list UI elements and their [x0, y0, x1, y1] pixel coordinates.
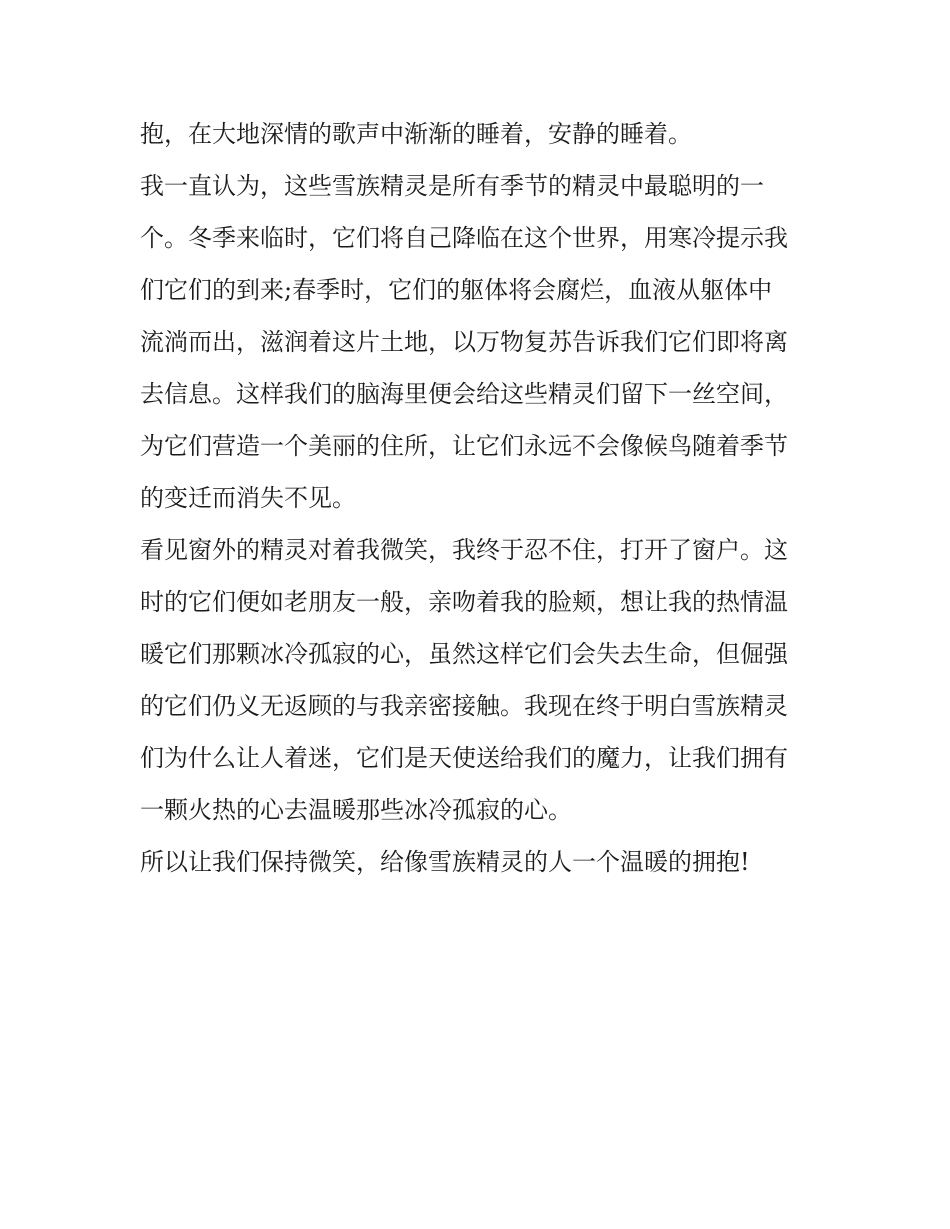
text-line: 去信息。这样我们的脑海里便会给这些精灵们留下一丝空间， [140, 380, 788, 408]
text-line: 我一直认为，这些雪族精灵是所有季节的精灵中最聪明的一 [140, 172, 764, 200]
text-line: 一颗火热的心去温暖那些冰冷孤寂的心。 [140, 796, 572, 824]
text-line: 为它们营造一个美丽的住所，让它们永远不会像候鸟随着季节 [140, 432, 788, 460]
text-line: 暖它们那颗冰冷孤寂的心，虽然这样它们会失去生命，但倔强 [140, 640, 788, 668]
text-line: 们为什么让人着迷，它们是天使送给我们的魔力，让我们拥有 [140, 744, 788, 772]
document-body [140, 108, 812, 888]
text-line: 个。冬季来临时，它们将自己降临在这个世界，用寒冷提示我 [140, 224, 788, 252]
text-line: 流淌而出，滋润着这片土地，以万物复苏告诉我们它们即将离 [140, 328, 788, 356]
text-line: 看见窗外的精灵对着我微笑，我终于忍不住，打开了窗户。这 [140, 536, 788, 564]
text-line: 的它们仍义无返顾的与我亲密接触。我现在终于明白雪族精灵 [140, 692, 788, 720]
text-line: 抱，在大地深情的歌声中渐渐的睡着，安静的睡着。 [140, 120, 692, 148]
text-line: 所以让我们保持微笑，给像雪族精灵的人一个温暖的拥抱! [140, 848, 750, 876]
text-line: 的变迁而消失不见。 [140, 484, 356, 512]
text-line: 们它们的到来;春季时，它们的躯体将会腐烂，血液从躯体中 [140, 276, 773, 304]
text-line: 时的它们便如老朋友一般，亲吻着我的脸颊，想让我的热情温 [140, 588, 788, 616]
